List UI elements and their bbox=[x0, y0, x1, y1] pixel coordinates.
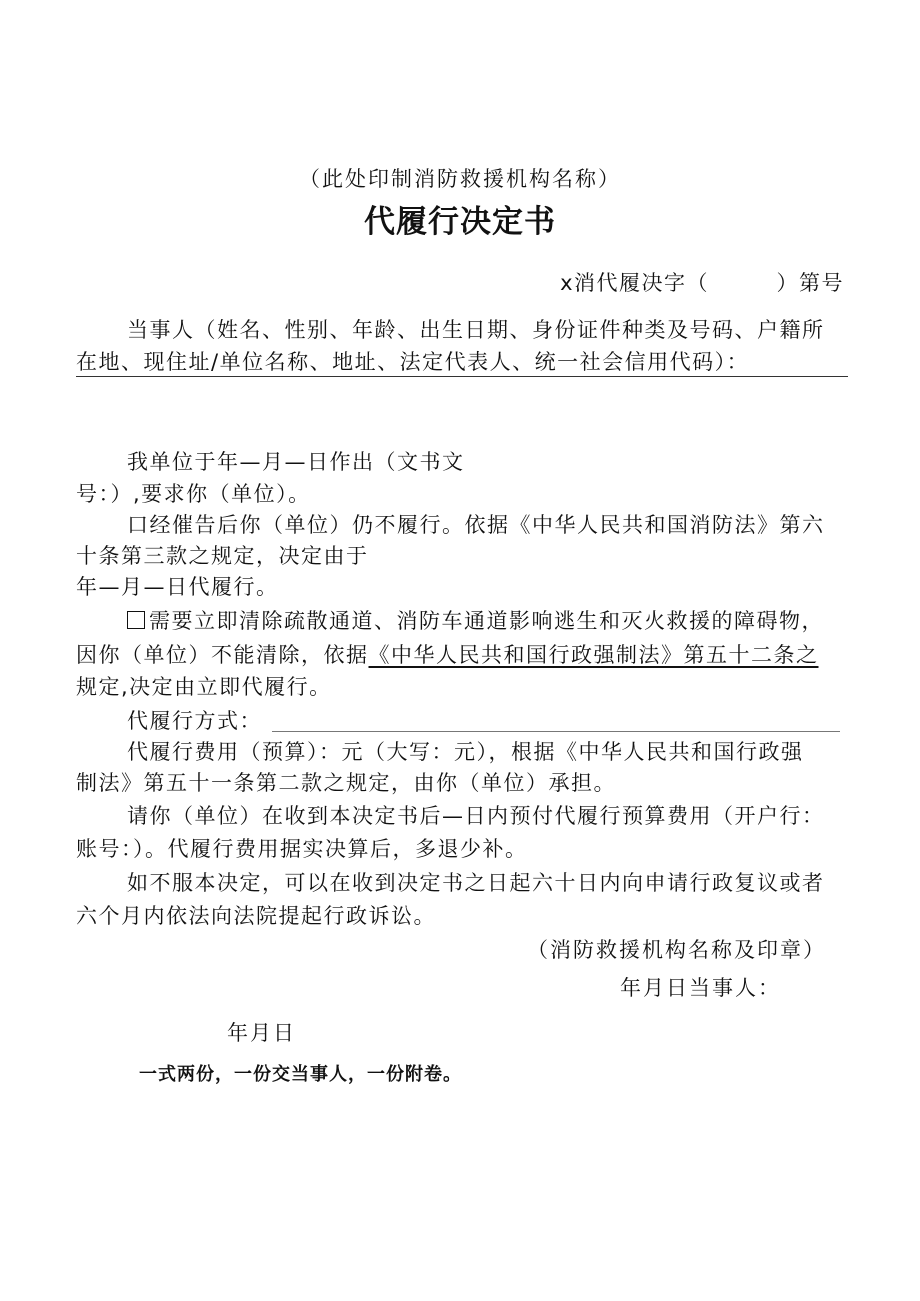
org-seal-line: （消防救援机构名称及印章） bbox=[527, 938, 826, 962]
method-blank-line bbox=[272, 731, 840, 732]
checkbox-icon bbox=[127, 611, 145, 629]
law-reference-underlined: 《中华人民共和国行政强制法》第五十二条之 bbox=[368, 643, 819, 667]
fee-line-1: 代履行费用（预算）：元（大写：元），根据《中华人民共和国行政强 bbox=[127, 740, 804, 764]
document-title: 代履行决定书 bbox=[364, 204, 556, 240]
decision-para-line-1: 我单位于年—月—日作出（文书文 bbox=[127, 450, 465, 474]
option-1-line-3: 年—月—日代履行。 bbox=[76, 575, 279, 599]
payment-line-1: 请你（单位）在收到本决定书后—日内预付代履行预算费用（开户行： bbox=[127, 804, 825, 828]
decision-para-line-2: 号：）,要求你（单位）。 bbox=[76, 482, 311, 506]
document-number: x消代履决字（ ）第号 bbox=[560, 271, 844, 295]
party-info-rule bbox=[76, 376, 848, 377]
date-party-line: 年月日当事人： bbox=[620, 976, 781, 1000]
appeal-line-1: 如不服本决定，可以在收到决定书之日起六十日内向申请行政复议或者 bbox=[127, 871, 825, 895]
issue-date: 年月日 bbox=[227, 1021, 296, 1045]
option-2-line-2 bbox=[76, 645, 819, 666]
party-info-line-2: 在地、现住址/单位名称、地址、法定代表人、统一社会信用代码）： bbox=[76, 350, 750, 374]
option-2-line-1-text: 需要立即清除疏散通道、消防车通道影响逃生和灭火救援的障碍物， bbox=[149, 609, 824, 633]
copies-note: 一式两份，一份交当事人，一份附卷。 bbox=[139, 1064, 462, 1085]
option-2-line-3: 规定,决定由立即代履行。 bbox=[76, 675, 332, 699]
option-2-line-1 bbox=[127, 611, 824, 632]
appeal-line-2: 六个月内依法向法院提起行政诉讼。 bbox=[76, 904, 436, 928]
fee-line-2: 制法》第五十一条第二款之规定，由你（单位）承担。 bbox=[76, 771, 616, 795]
option-1-line-2: 十条第三款之规定，决定由于 bbox=[76, 544, 369, 568]
option-1-line-1: 口经催告后你（单位）仍不履行。依据《中华人民共和国消防法》第六 bbox=[127, 513, 825, 537]
payment-line-2: 账号：）。代履行费用据实决算后，多退少补。 bbox=[76, 837, 528, 861]
party-info-line-1: 当事人（姓名、性别、年龄、出生日期、身份证件种类及号码、户籍所 bbox=[127, 318, 825, 342]
option-2-line-2-prefix: 因你（单位）不能清除，依据 bbox=[76, 643, 369, 667]
method-label: 代履行方式： bbox=[127, 709, 262, 733]
org-name-placeholder: （此处印制消防救援机构名称） bbox=[299, 167, 621, 191]
